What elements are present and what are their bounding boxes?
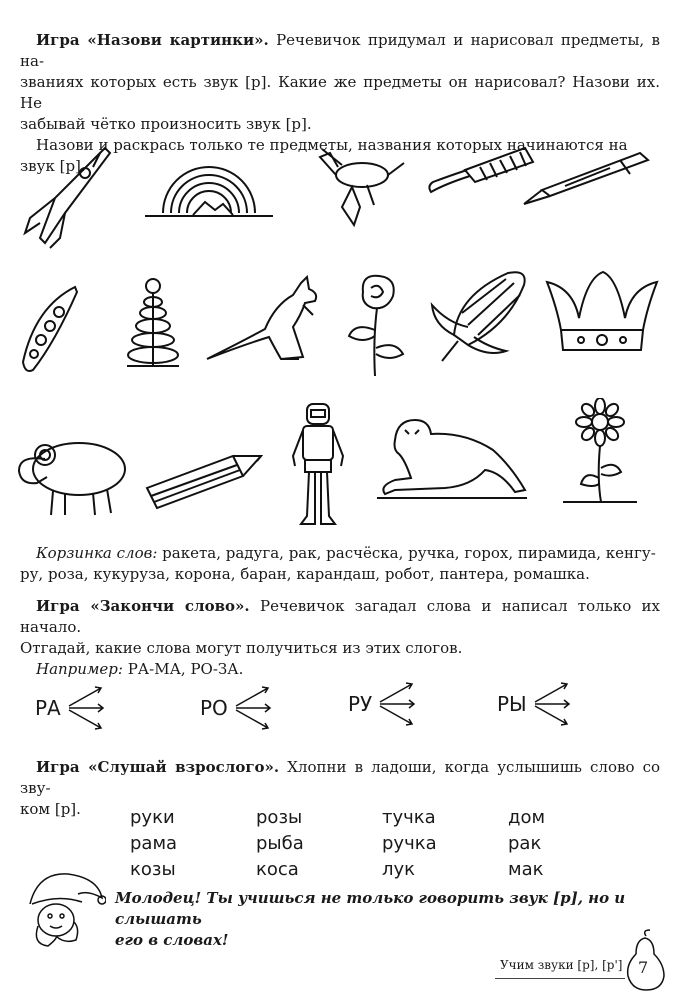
example-words: РА-МА, РО-ЗА. xyxy=(122,660,244,678)
pea-pod-icon xyxy=(15,282,85,377)
word-basket-line-2: ру, роза, кукуруза, корона, баран, карандаш, робот, пантера, ромашка. xyxy=(20,565,590,583)
game-title-name-pictures: Игра «Назови картинки». xyxy=(36,31,269,49)
finish-line-2: Отгадай, какие слова могут получиться из этих слогов. xyxy=(20,639,463,657)
pear-page-badge xyxy=(624,928,666,992)
footer-title: Учим звуки [р], [р'] xyxy=(500,958,623,972)
list-item: рак xyxy=(508,833,542,854)
syllable-group xyxy=(35,680,107,736)
praise-line-1: Молодец! Ты учишься не только говорить звук [р], но и слышать xyxy=(115,889,626,928)
syllable: РА xyxy=(35,696,61,720)
list-item: ручка xyxy=(382,833,437,854)
kangaroo-icon xyxy=(203,275,325,365)
pencil-icon xyxy=(143,450,263,512)
praise-text xyxy=(115,888,663,951)
list-item: тучка xyxy=(382,807,436,828)
example-label: Например: xyxy=(36,660,123,678)
footer-divider xyxy=(495,978,625,979)
arrows-icon xyxy=(376,676,418,732)
daisy-icon xyxy=(555,398,645,508)
finish-line-1: Речевичок загадал слова и написал только их начало. xyxy=(20,597,660,636)
ram-icon xyxy=(15,425,130,520)
word-basket-label: Корзинка слов: xyxy=(36,544,158,562)
list-item: лук xyxy=(382,859,416,880)
praise-line-2: его в словах! xyxy=(115,931,229,949)
syllable-group xyxy=(348,676,418,732)
game-title-listen: Игра «Слушай взрослого». xyxy=(36,758,280,776)
game-title-finish-word: Игра «Закончи слово». xyxy=(36,597,250,615)
panther-icon xyxy=(375,410,530,505)
list-item: коса xyxy=(256,859,299,880)
list-item: розы xyxy=(256,807,303,828)
crayfish-icon xyxy=(312,145,412,230)
corn-icon xyxy=(428,265,530,365)
intro-line-1: Речевичок придумал и нарисовал предметы, в на- xyxy=(20,31,660,70)
intro-line-2: званиях которых есть звук [р]. Какие же предметы он нарисовал? Назови их. Не xyxy=(20,73,660,112)
listen-line-2: ком [р]. xyxy=(20,800,81,818)
arrows-icon xyxy=(65,680,107,736)
list-item: козы xyxy=(130,859,176,880)
rainbow-icon xyxy=(143,158,275,220)
finish-word-text xyxy=(20,596,660,680)
list-item: рама xyxy=(130,833,178,854)
syllable: РУ xyxy=(348,692,373,716)
arrows-icon xyxy=(531,676,573,732)
pyramid-toy-icon xyxy=(123,276,183,371)
rose-icon xyxy=(343,270,408,380)
page-number: 7 xyxy=(638,958,649,977)
word-basket-line-1: ракета, радуга, рак, расчёска, ручка, горох, пирамида, кенгу- xyxy=(157,544,656,562)
pen-icon xyxy=(520,148,650,208)
syllable: РЫ xyxy=(497,692,527,716)
gnome-mascot-icon xyxy=(18,868,106,948)
word-basket xyxy=(20,543,660,585)
list-item: мак xyxy=(508,859,544,880)
intro-line-5: звук [р]. xyxy=(20,157,86,175)
syllable: РО xyxy=(200,696,228,720)
listen-line-1: Хлопни в ладоши, когда услышишь слово со зву- xyxy=(20,758,660,797)
crown-icon xyxy=(543,268,661,356)
list-item: дом xyxy=(508,807,546,828)
syllable-group xyxy=(200,680,274,736)
intro-line-3: забывай чётко произносить звук [р]. xyxy=(20,115,312,133)
syllable-group xyxy=(497,676,573,732)
intro-line-4: Назови и раскрась только те предметы, названия которых начинаются на xyxy=(36,136,628,154)
word-list xyxy=(130,806,634,882)
list-item: рыба xyxy=(256,833,304,854)
robot-icon xyxy=(287,400,349,530)
list-item: руки xyxy=(130,807,175,828)
rocket-icon xyxy=(15,143,115,253)
arrows-icon xyxy=(232,680,274,736)
